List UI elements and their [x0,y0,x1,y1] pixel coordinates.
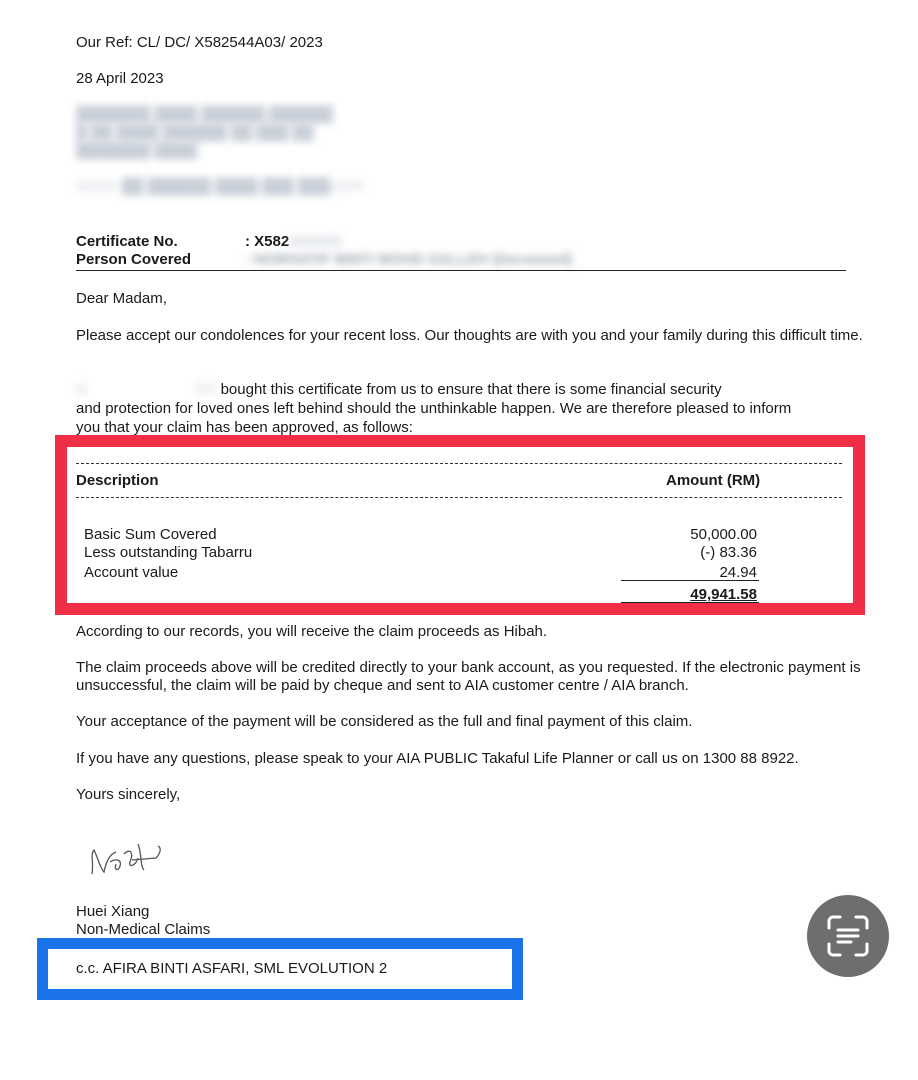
certificate-label: Certificate No. [76,233,178,250]
approval-paragraph-line-2: and protection for loved ones left behind should the unthinkable happen. We are therefore pleased to inform [76,400,792,417]
signer-name: Huei Xiang [76,903,150,920]
table-top-rule [76,463,842,464]
description-column-header: Description [76,472,159,489]
total-double-rule [621,602,759,603]
person-covered-value: : NORHATIF BINTI MOHD SALLEH (Deceased) [245,251,573,268]
amount-column-header: Amount (RM) [666,472,761,489]
person-covered-label: Person Covered [76,251,192,268]
text-scan-button[interactable] [807,895,889,977]
claim-total: 49,941.58 [690,586,757,603]
row-label-basic-sum: Basic Sum Covered [84,526,217,543]
table-header-rule [76,497,842,498]
closing: Yours sincerely, [76,786,181,803]
certificate-value: : X582544A03 [245,233,342,250]
acceptance-paragraph: Your acceptance of the payment will be considered as the full and final payment of this claim. [76,713,693,730]
condolence-paragraph: Please accept our condolences for your recent loss. Our thoughts are with you and your family during this difficult time. [76,327,863,344]
row-amount-account-value: 24.94 [719,564,757,581]
questions-paragraph: If you have any questions, please speak to your AIA PUBLIC Takaful Life Planner or call us on 1300 88 8922. [76,750,799,767]
header-divider [76,270,846,271]
cc-line: c.c. AFIRA BINTI ASFARI, SML EVOLUTION 2 [76,960,388,977]
credit-paragraph: The claim proceeds above will be credited directly to your bank account, as you requested. If the electronic payment is unsuccessful, the claim will be paid by cheque and sent to AIA customer centre / AIA branch. [76,659,861,694]
subtotal-rule [621,580,759,581]
signer-department: Non-Medical Claims [76,921,211,938]
signature-image [80,832,180,892]
approval-paragraph-line-3: you that your claim has been approved, as follows: [76,419,413,436]
salutation: Dear Madam, [76,290,167,307]
address-line-1: ███████ ████ ██████ ██████ [76,106,333,123]
address-line-2: █ ██ ████ ██████ ██ ███ ██ [76,124,314,141]
approval-paragraph-line-1: N EH bought this certificate from us to ensure that there is some financial security [76,381,722,398]
address-line-3: ███████ ████ [76,142,198,159]
text-scan-icon [807,895,889,977]
letter-date: 28 April 2023 [76,70,164,87]
row-amount-tabarru: (-) 83.36 [700,544,757,561]
row-amount-basic-sum: 50,000.00 [690,526,757,543]
row-label-tabarru: Less outstanding Tabarru [84,544,253,561]
address-line-4: 46150 ██ ██████ ████ ███ ███GOR [76,178,365,195]
reference-line: Our Ref: CL/ DC/ X582544A03/ 2023 [76,34,323,51]
hibah-paragraph: According to our records, you will receive the claim proceeds as Hibah. [76,623,548,640]
row-label-account-value: Account value [84,564,179,581]
